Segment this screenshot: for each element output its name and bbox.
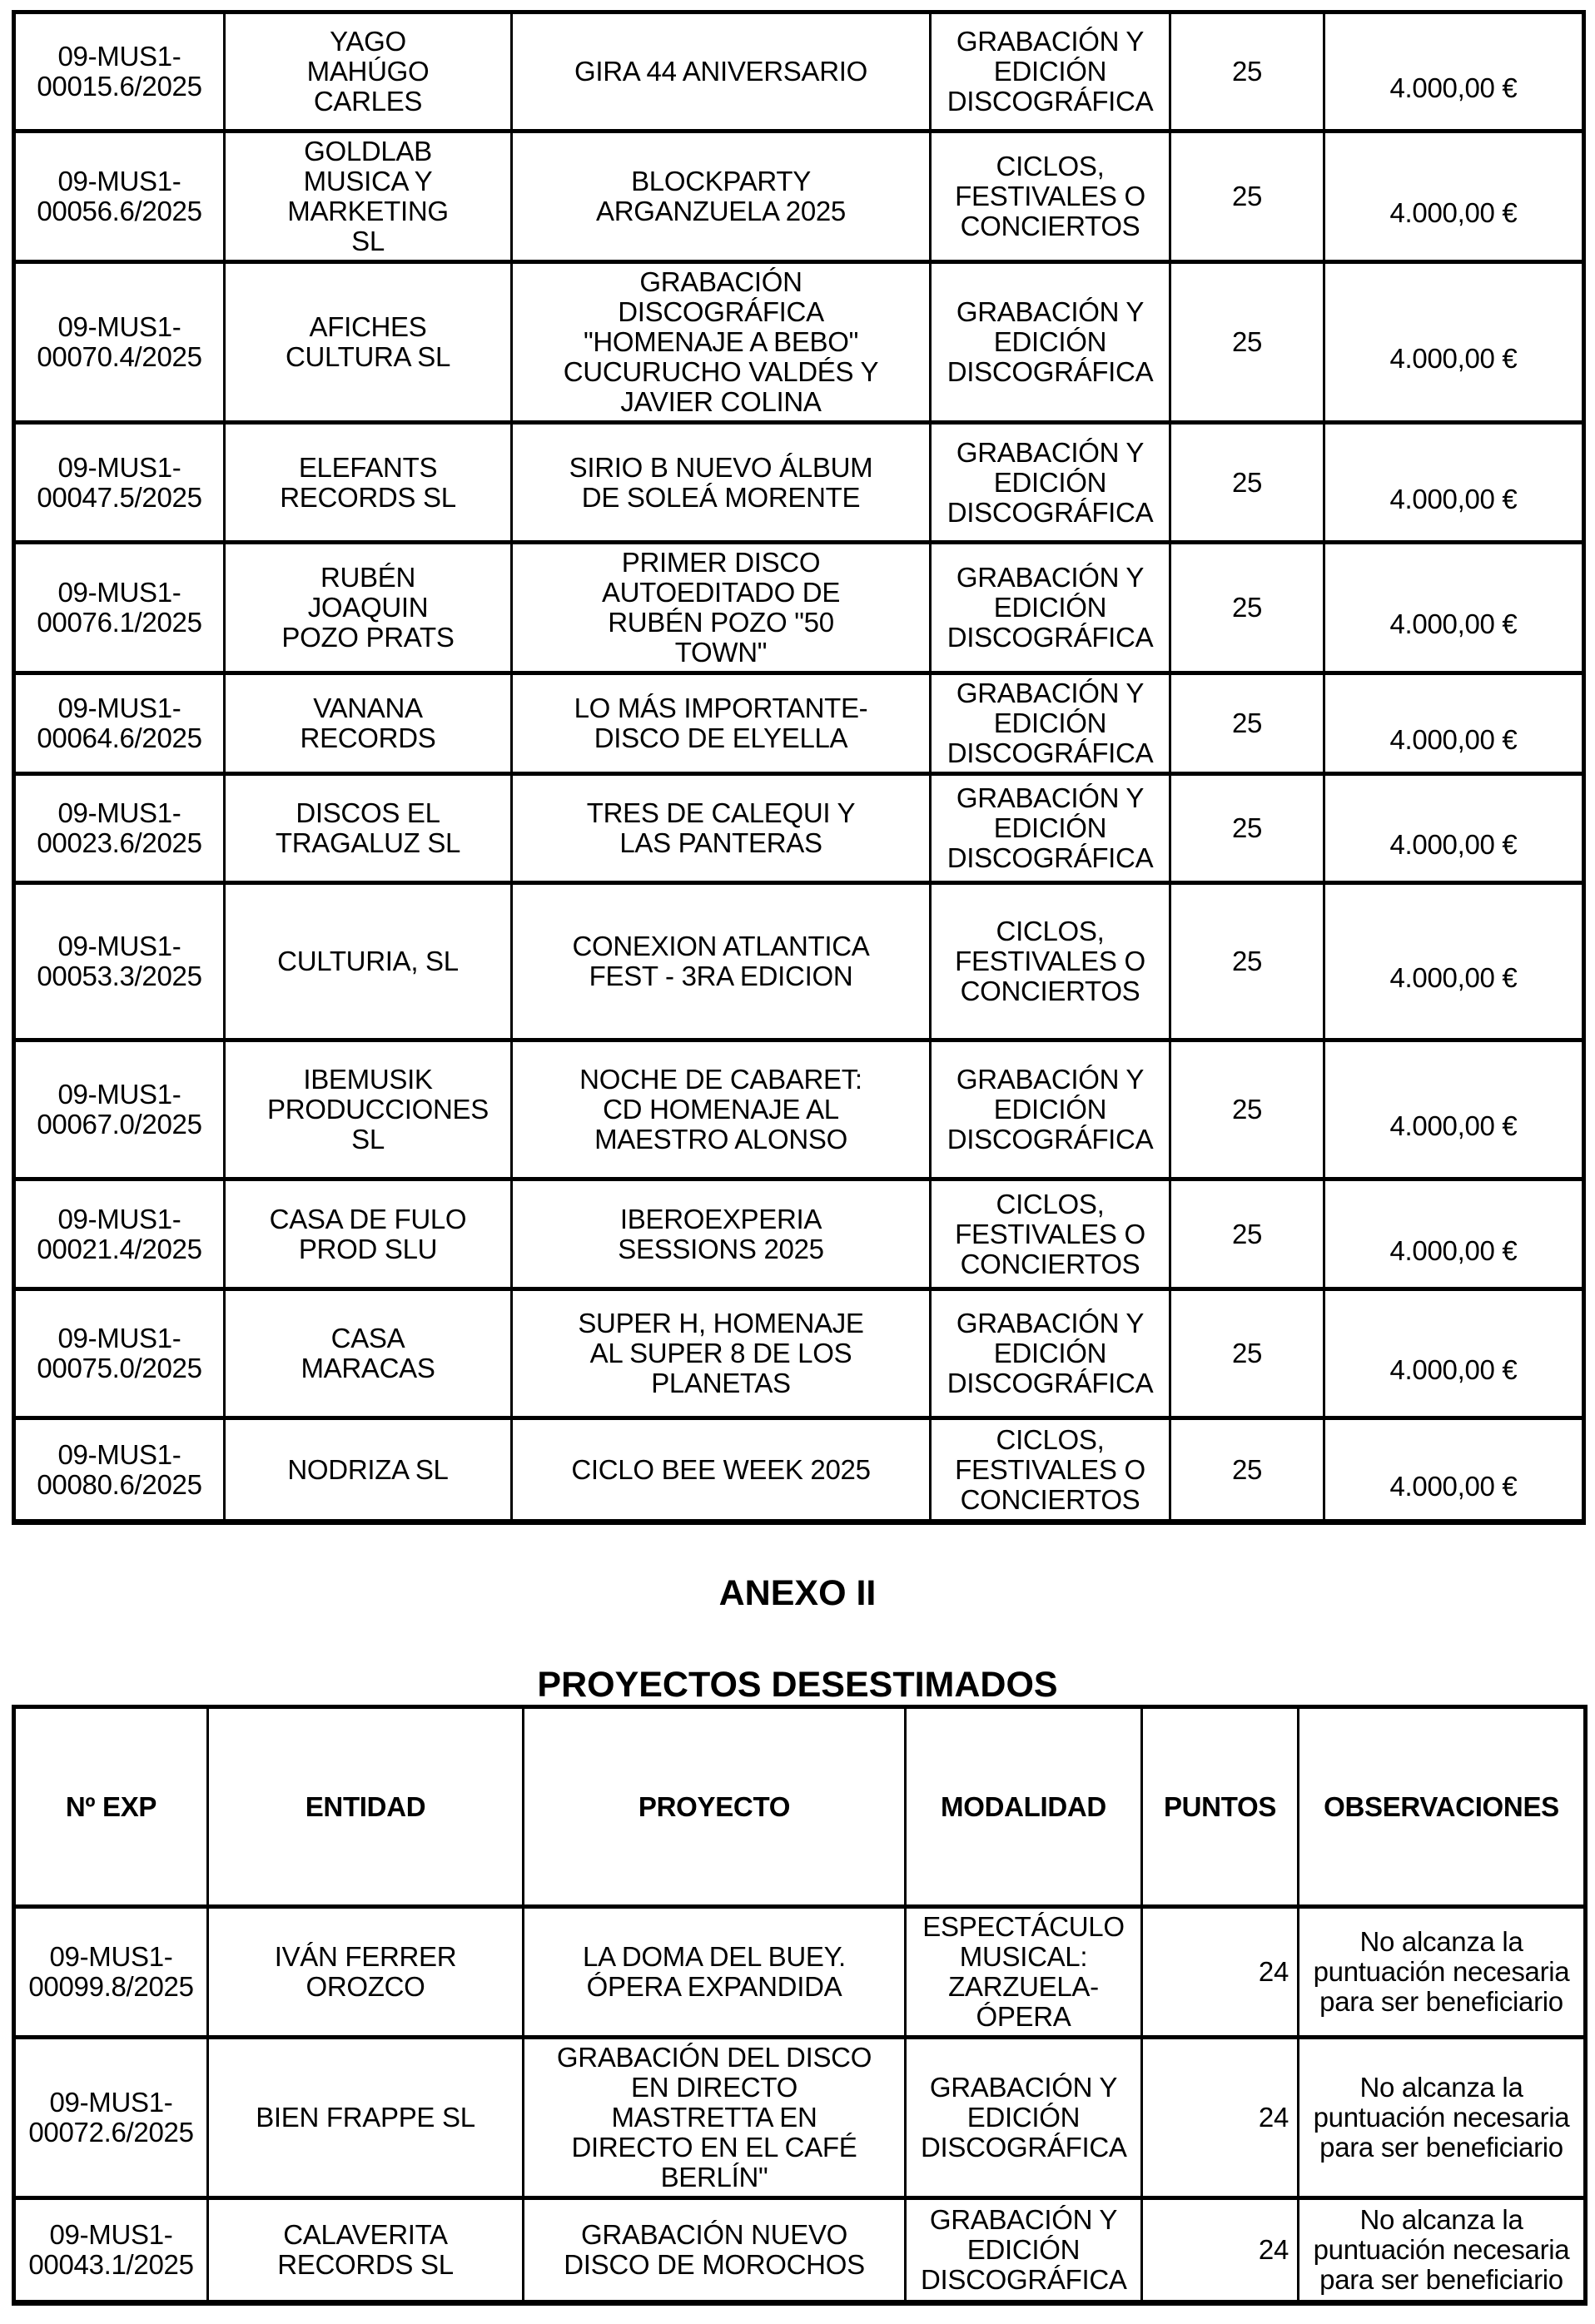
table-row — [14, 262, 1584, 423]
entity-cell: VANANA RECORDS — [225, 673, 512, 774]
entity-cell: DISCOS EL TRAGALUZ SL — [225, 774, 512, 883]
project-cell: NOCHE DE CABARET: CD HOMENAJE AL MAESTRO ALONSO — [512, 1040, 931, 1179]
granted-projects-table — [12, 10, 1586, 1525]
exp-cell: 09-MUS1-00015.6/2025 — [14, 12, 225, 132]
entity-cell: CASA DE FULO PROD SLU — [225, 1179, 512, 1289]
project-cell: SUPER H, HOMENAJE AL SUPER 8 DE LOS PLANETAS — [512, 1289, 931, 1418]
modality-cell: GRABACIÓN Y EDICIÓN DISCOGRÁFICA — [931, 1289, 1170, 1418]
project-cell: GIRA 44 ANIVERSARIO — [512, 12, 931, 132]
project-cell: TRES DE CALEQUI Y LAS PANTERAS — [512, 774, 931, 883]
modality-cell: GRABACIÓN Y EDICIÓN DISCOGRÁFICA — [931, 423, 1170, 543]
entity-cell: IVÁN FERRER OROZCO — [208, 1907, 524, 2038]
points-cell: 25 — [1170, 132, 1324, 262]
entity-cell: CALAVERITA RECORDS SL — [208, 2198, 524, 2303]
entity-header: ENTIDAD — [208, 1707, 524, 1907]
table-row — [14, 1418, 1584, 1522]
exp-cell: 09-MUS1-00047.5/2025 — [14, 423, 225, 543]
exp-cell: 09-MUS1-00067.0/2025 — [14, 1040, 225, 1179]
exp-cell: 09-MUS1-00099.8/2025 — [14, 1907, 208, 2038]
entity-cell: YAGO MAHÚGO CARLES — [225, 12, 512, 132]
project-cell: LA DOMA DEL BUEY. ÓPERA EXPANDIDA — [524, 1907, 906, 2038]
table-row — [14, 1289, 1584, 1418]
entity-cell: BIEN FRAPPE SL — [208, 2038, 524, 2198]
table-row — [14, 774, 1584, 883]
entity-cell: RUBÉN JOAQUIN POZO PRATS — [225, 543, 512, 673]
entity-cell: NODRIZA SL — [225, 1418, 512, 1522]
entity-cell: ELEFANTS RECORDS SL — [225, 423, 512, 543]
modality-cell: GRABACIÓN Y EDICIÓN DISCOGRÁFICA — [906, 2038, 1142, 2198]
modality-cell: GRABACIÓN Y EDICIÓN DISCOGRÁFICA — [931, 543, 1170, 673]
points-cell: 25 — [1170, 883, 1324, 1040]
amount-cell: 4.000,00 € — [1324, 12, 1584, 132]
modality-cell: GRABACIÓN Y EDICIÓN DISCOGRÁFICA — [931, 12, 1170, 132]
table-row — [14, 1040, 1584, 1179]
anexo2-heading: ANEXO II — [718, 1573, 877, 1613]
project-cell: GRABACIÓN DEL DISCO EN DIRECTO MASTRETTA EN DIRECTO EN EL CAFÉ BERLÍN" — [524, 2038, 906, 2198]
amount-cell: 4.000,00 € — [1324, 1179, 1584, 1289]
points-cell: 25 — [1170, 1040, 1324, 1179]
project-cell: IBEROEXPERIA SESSIONS 2025 — [512, 1179, 931, 1289]
modality-cell: GRABACIÓN Y EDICIÓN DISCOGRÁFICA — [931, 774, 1170, 883]
table-row — [14, 673, 1584, 774]
table-row — [14, 883, 1584, 1040]
amount-cell: 4.000,00 € — [1324, 673, 1584, 774]
points-header: PUNTOS — [1142, 1707, 1299, 1907]
observations-cell: No alcanza la puntuación necesaria para ser beneficiario — [1299, 1907, 1586, 2038]
points-cell: 25 — [1170, 423, 1324, 543]
exp-cell: 09-MUS1-00072.6/2025 — [14, 2038, 208, 2198]
modality-cell: CICLOS, FESTIVALES O CONCIERTOS — [931, 1418, 1170, 1522]
modality-cell: GRABACIÓN Y EDICIÓN DISCOGRÁFICA — [931, 673, 1170, 774]
project-cell: PRIMER DISCO AUTOEDITADO DE RUBÉN POZO "50 TOWN" — [512, 543, 931, 673]
points-cell: 25 — [1170, 1289, 1324, 1418]
amount-cell: 4.000,00 € — [1324, 883, 1584, 1040]
exp-cell: 09-MUS1-00080.6/2025 — [14, 1418, 225, 1522]
table-row — [14, 1907, 1586, 2038]
table-row — [14, 423, 1584, 543]
exp-header: Nº EXP — [14, 1707, 208, 1907]
table-row — [14, 2198, 1586, 2303]
points-cell: 25 — [1170, 543, 1324, 673]
exp-cell: 09-MUS1-00056.6/2025 — [14, 132, 225, 262]
points-cell: 25 — [1170, 12, 1324, 132]
modality-cell: GRABACIÓN Y EDICIÓN DISCOGRÁFICA — [931, 1040, 1170, 1179]
points-cell: 24 — [1142, 1907, 1299, 2038]
modality-cell: ESPECTÁCULO MUSICAL: ZARZUELA-ÓPERA — [906, 1907, 1142, 2038]
exp-cell: 09-MUS1-00076.1/2025 — [14, 543, 225, 673]
modality-cell: GRABACIÓN Y EDICIÓN DISCOGRÁFICA — [906, 2198, 1142, 2303]
exp-cell: 09-MUS1-00053.3/2025 — [14, 883, 225, 1040]
table-row — [14, 12, 1584, 132]
amount-cell: 4.000,00 € — [1324, 1289, 1584, 1418]
project-cell: GRABACIÓN DISCOGRÁFICA "HOMENAJE A BEBO" CUCURUCHO VALDÉS Y JAVIER COLINA — [512, 262, 931, 423]
points-cell: 25 — [1170, 673, 1324, 774]
exp-cell: 09-MUS1-00023.6/2025 — [14, 774, 225, 883]
project-header: PROYECTO — [524, 1707, 906, 1907]
points-cell: 25 — [1170, 774, 1324, 883]
entity-cell: CULTURIA, SL — [225, 883, 512, 1040]
points-cell: 25 — [1170, 1418, 1324, 1522]
modality-header: MODALIDAD — [906, 1707, 1142, 1907]
exp-cell: 09-MUS1-00064.6/2025 — [14, 673, 225, 774]
observations-cell: No alcanza la puntuación necesaria para ser beneficiario — [1299, 2038, 1586, 2198]
project-cell: BLOCKPARTY ARGANZUELA 2025 — [512, 132, 931, 262]
modality-cell: CICLOS, FESTIVALES O CONCIERTOS — [931, 1179, 1170, 1289]
table-header-row — [14, 1707, 1586, 1907]
amount-cell: 4.000,00 € — [1324, 1040, 1584, 1179]
table-row — [14, 132, 1584, 262]
project-cell: CICLO BEE WEEK 2025 — [512, 1418, 931, 1522]
exp-cell: 09-MUS1-00043.1/2025 — [14, 2198, 208, 2303]
table-row — [14, 543, 1584, 673]
points-cell: 25 — [1170, 1179, 1324, 1289]
project-cell: CONEXION ATLANTICA FEST - 3RA EDICION — [512, 883, 931, 1040]
points-cell: 24 — [1142, 2198, 1299, 2303]
amount-cell: 4.000,00 € — [1324, 1418, 1584, 1522]
modality-cell: GRABACIÓN Y EDICIÓN DISCOGRÁFICA — [931, 262, 1170, 423]
amount-cell: 4.000,00 € — [1324, 774, 1584, 883]
entity-cell: GOLDLAB MUSICA Y MARKETING SL — [225, 132, 512, 262]
proyectos-desestimados-heading: PROYECTOS DESESTIMADOS — [537, 1665, 1058, 1705]
entity-cell: AFICHES CULTURA SL — [225, 262, 512, 423]
rejected-projects-table — [12, 1705, 1588, 2306]
exp-cell: 09-MUS1-00075.0/2025 — [14, 1289, 225, 1418]
exp-cell: 09-MUS1-00021.4/2025 — [14, 1179, 225, 1289]
amount-cell: 4.000,00 € — [1324, 132, 1584, 262]
amount-cell: 4.000,00 € — [1324, 423, 1584, 543]
table-row — [14, 1179, 1584, 1289]
observations-header: OBSERVACIONES — [1299, 1707, 1586, 1907]
amount-cell: 4.000,00 € — [1324, 543, 1584, 673]
amount-cell: 4.000,00 € — [1324, 262, 1584, 423]
points-cell: 24 — [1142, 2038, 1299, 2198]
exp-cell: 09-MUS1-00070.4/2025 — [14, 262, 225, 423]
observations-cell: No alcanza la puntuación necesaria para ser beneficiario — [1299, 2198, 1586, 2303]
modality-cell: CICLOS, FESTIVALES O CONCIERTOS — [931, 883, 1170, 1040]
project-cell: SIRIO B NUEVO ÁLBUM DE SOLEÁ MORENTE — [512, 423, 931, 543]
points-cell: 25 — [1170, 262, 1324, 423]
project-cell: LO MÁS IMPORTANTE- DISCO DE ELYELLA — [512, 673, 931, 774]
modality-cell: CICLOS, FESTIVALES O CONCIERTOS — [931, 132, 1170, 262]
entity-cell: CASA MARACAS — [225, 1289, 512, 1418]
project-cell: GRABACIÓN NUEVO DISCO DE MOROCHOS — [524, 2198, 906, 2303]
table-row — [14, 2038, 1586, 2198]
entity-cell: IBEMUSIK PRODUCCIONES SL — [225, 1040, 512, 1179]
